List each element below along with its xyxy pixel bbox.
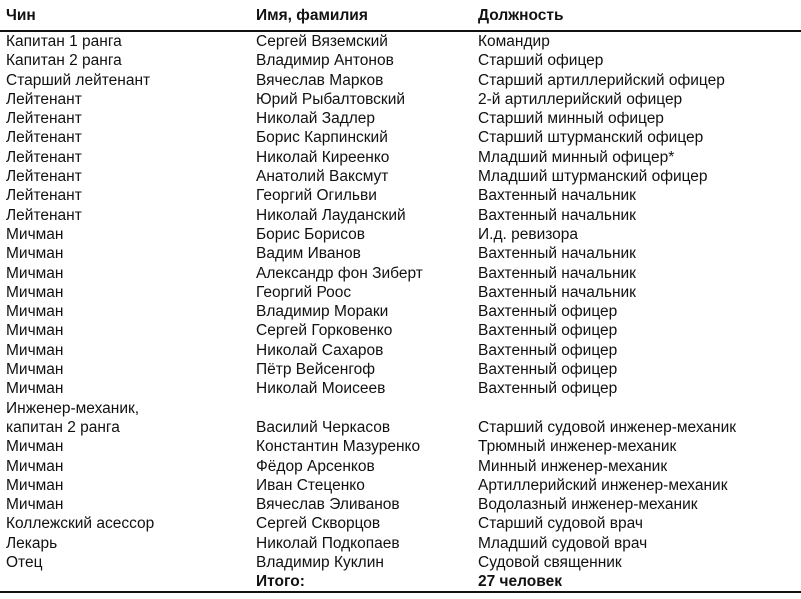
- table-row: [0, 553, 801, 572]
- table-row: [0, 534, 801, 553]
- rank-cell: Мичман: [6, 225, 64, 243]
- rank-cell: Мичман: [6, 361, 64, 379]
- name-cell: Николай Киреенко: [256, 148, 390, 166]
- rank-cell: Капитан 2 ранга: [6, 52, 122, 70]
- table-row: [0, 341, 801, 360]
- table-row: [0, 399, 801, 418]
- position-cell: Вахтенный начальник: [478, 245, 636, 263]
- name-cell: Сергей Вяземский: [256, 33, 388, 50]
- table-row: [0, 51, 801, 70]
- rank-cell: Лейтенант: [6, 187, 82, 205]
- name-cell: Николай Лауданский: [256, 206, 406, 224]
- position-cell: Вахтенный офицер: [478, 341, 618, 359]
- table-row: [0, 148, 801, 167]
- rank-cell: Капитан 1 ранга: [6, 33, 122, 50]
- position-cell: Вахтенный офицер: [478, 361, 618, 379]
- position-cell: Артиллерийский инженер-механик: [478, 476, 728, 494]
- table-row: [0, 495, 801, 514]
- rank-cell: Мичман: [6, 438, 64, 456]
- table-row: [0, 206, 801, 225]
- rank-cell: Лейтенант: [6, 110, 82, 128]
- rank-cell: Мичман: [6, 245, 64, 263]
- table-row: [0, 283, 801, 302]
- table-row: [0, 321, 801, 340]
- rank-cell: Лекарь: [6, 534, 58, 552]
- name-cell: Николай Сахаров: [256, 341, 384, 359]
- rank-cell: Мичман: [6, 283, 64, 301]
- name-cell: Георгий Огильви: [256, 187, 377, 205]
- name-cell: Сергей Скворцов: [256, 515, 381, 533]
- position-cell: Старший офицер: [478, 52, 604, 70]
- table-row: [0, 71, 801, 90]
- total-value: 27 человек: [478, 573, 562, 591]
- position-cell: Вахтенный офицер: [478, 322, 618, 340]
- table-row: [0, 109, 801, 128]
- name-cell: Владимир Антонов: [256, 52, 394, 70]
- table-row: [0, 186, 801, 205]
- header-rank: Чин: [6, 7, 36, 24]
- name-cell: Константин Мазуренко: [256, 438, 421, 456]
- position-cell: 2-й артиллерийский офицер: [478, 90, 683, 108]
- rank-cell: Мичман: [6, 457, 64, 475]
- rank-cell: Мичман: [6, 264, 64, 282]
- position-cell: Вахтенный начальник: [478, 264, 636, 282]
- table-row: [0, 32, 801, 51]
- table-row: [0, 379, 801, 398]
- name-cell: Анатолий Ваксмут: [256, 168, 389, 186]
- position-cell: Младший судовой врач: [478, 534, 648, 552]
- table-row: [0, 476, 801, 495]
- name-cell: Вадим Иванов: [256, 245, 361, 263]
- name-cell: Владимир Мораки: [256, 303, 389, 321]
- header-name: Имя, фамилия: [256, 7, 368, 24]
- rank-cell: Мичман: [6, 476, 64, 494]
- table-row: [0, 360, 801, 379]
- table-row: [0, 457, 801, 476]
- name-cell: Владимир Куклин: [256, 554, 384, 572]
- name-cell: Сергей Горковенко: [256, 322, 393, 340]
- table-row: [0, 128, 801, 147]
- name-cell: Николай Задлер: [256, 110, 376, 128]
- name-cell: Николай Подкопаев: [256, 534, 400, 552]
- name-cell: Вячеслав Марков: [256, 71, 384, 89]
- position-cell: Младший штурманский офицер: [478, 168, 708, 186]
- name-cell: Борис Борисов: [256, 225, 365, 243]
- position-cell: Вахтенный начальник: [478, 283, 636, 301]
- bottom-divider: [0, 591, 801, 593]
- total-row: [0, 572, 801, 591]
- table-row: [0, 264, 801, 283]
- table-row: [0, 90, 801, 109]
- name-cell: Пётр Вейсенгоф: [256, 361, 376, 379]
- position-cell: Старший судовой врач: [478, 515, 643, 533]
- name-cell: Василий Черкасов: [256, 418, 391, 436]
- position-cell: Судовой священник: [478, 554, 622, 572]
- rank-cell: Мичман: [6, 380, 64, 398]
- table-row: [0, 167, 801, 186]
- rank-cell: Лейтенант: [6, 148, 82, 166]
- rank-cell: Отец: [6, 554, 43, 572]
- position-cell: Минный инженер-механик: [478, 457, 668, 475]
- table-row: [0, 418, 801, 437]
- position-cell: Вахтенный офицер: [478, 380, 618, 398]
- rank-cell: Лейтенант: [6, 90, 82, 108]
- position-cell: Вахтенный офицер: [478, 303, 618, 321]
- name-cell: Борис Карпинский: [256, 129, 388, 147]
- position-cell: Вахтенный начальник: [478, 187, 636, 205]
- position-cell: Старший судовой инженер-механик: [478, 418, 737, 436]
- name-cell: Георгий Роос: [256, 283, 352, 301]
- position-cell: Старший штурманский офицер: [478, 129, 704, 147]
- position-cell: Старший артиллерийский офицер: [478, 71, 725, 89]
- table-row: [0, 244, 801, 263]
- rank-cell: Мичман: [6, 341, 64, 359]
- rank-cell: капитан 2 ранга: [6, 418, 120, 436]
- position-cell: Младший минный офицер*: [478, 148, 675, 166]
- position-cell: Старший минный офицер: [478, 110, 664, 128]
- rank-cell: Мичман: [6, 303, 64, 321]
- position-cell: Командир: [478, 33, 550, 50]
- rank-cell: Лейтенант: [6, 168, 82, 186]
- name-cell: Фёдор Арсенков: [256, 457, 375, 475]
- name-cell: Николай Моисеев: [256, 380, 386, 398]
- rank-cell: Лейтенант: [6, 129, 82, 147]
- name-cell: Вячеслав Эливанов: [256, 496, 400, 514]
- position-cell: И.д. ревизора: [478, 225, 579, 243]
- name-cell: Юрий Рыбалтовский: [256, 90, 406, 108]
- table-row: [0, 437, 801, 456]
- name-cell: Александр фон Зиберт: [256, 264, 423, 282]
- total-label: Итого:: [256, 573, 305, 591]
- rank-cell: Старший лейтенант: [6, 71, 151, 89]
- header-position: Должность: [478, 7, 564, 24]
- table-row: [0, 302, 801, 321]
- table-body: [0, 32, 801, 592]
- table-row: [0, 225, 801, 244]
- position-cell: Вахтенный начальник: [478, 206, 636, 224]
- table-row: [0, 514, 801, 533]
- name-cell: Иван Стеценко: [256, 476, 365, 494]
- rank-cell: Коллежский асессор: [6, 515, 155, 533]
- rank-cell: Лейтенант: [6, 206, 82, 224]
- position-cell: Водолазный инженер-механик: [478, 496, 698, 514]
- position-cell: Трюмный инженер-механик: [478, 438, 677, 456]
- rank-cell: Мичман: [6, 496, 64, 514]
- rank-cell: Мичман: [6, 322, 64, 340]
- table-header: [0, 0, 801, 27]
- rank-cell: Инженер-механик,: [6, 399, 140, 417]
